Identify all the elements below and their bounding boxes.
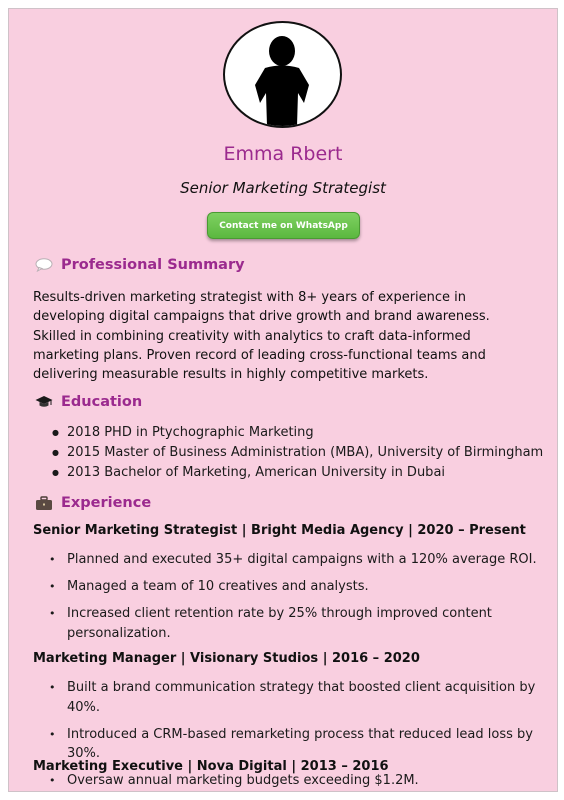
summary-text: Results-driven marketing strategist with 8+ years of experience in developing digital campaigns that drive growth and brand awareness. Skilled in combining creativity with analytics to craft data-informed marketing plans. Proven record of leading cross-functional teams and delivering measurable results in highly competitive markets.	[33, 290, 490, 383]
section-heading-experience-label: Experience	[61, 495, 152, 511]
person-silhouette-icon	[225, 23, 340, 126]
profile-name: Emma Rbert	[223, 143, 343, 165]
list-item: • Built a brand communication strategy that boosted client acquisition by 40%.	[33, 678, 538, 717]
education-list	[33, 423, 543, 483]
job-header: Marketing Executive | Nova Digital | 2013 – 2016	[33, 759, 389, 774]
list-item: • Oversaw annual marketing budgets exceeding $1.2M.	[33, 771, 538, 791]
list-item: • Introduced a CRM-based remarketing process that reduced lead loss by 30%.	[33, 725, 538, 764]
avatar	[223, 21, 342, 128]
whatsapp-contact-button[interactable]: Contact me on WhatsApp	[207, 212, 360, 239]
resume-page	[8, 8, 558, 792]
job-header: Senior Marketing Strategist | Bright Media Agency | 2020 – Present	[33, 523, 526, 538]
section-heading-education	[35, 394, 142, 410]
job-duties-list	[33, 678, 538, 792]
list-item: ● 2013 Bachelor of Marketing, American University in Dubai	[33, 463, 543, 483]
job-header: Marketing Manager | Visionary Studios | 2016 – 2020	[33, 651, 420, 666]
briefcase-icon	[35, 495, 53, 511]
list-item: ● 2015 Master of Business Administration (MBA), University of Birmingham	[33, 443, 543, 463]
section-heading-summary	[35, 257, 245, 273]
job-duties-list	[33, 550, 538, 651]
speech-bubble-icon	[35, 257, 53, 273]
list-item: ● 2018 PHD in Ptychographic Marketing	[33, 423, 543, 443]
list-item: • Managed a team of 10 creatives and analysts.	[33, 577, 538, 597]
list-item: • Increased client retention rate by 25% through improved content personalization.	[33, 604, 538, 643]
section-heading-summary-label: Professional Summary	[61, 257, 245, 273]
profile-title: Senior Marketing Strategist	[180, 179, 386, 197]
graduation-cap-icon	[35, 394, 53, 410]
list-item: • Planned and executed 35+ digital campaigns with a 120% average ROI.	[33, 550, 538, 570]
section-heading-education-label: Education	[61, 394, 143, 410]
section-heading-experience	[35, 495, 151, 511]
